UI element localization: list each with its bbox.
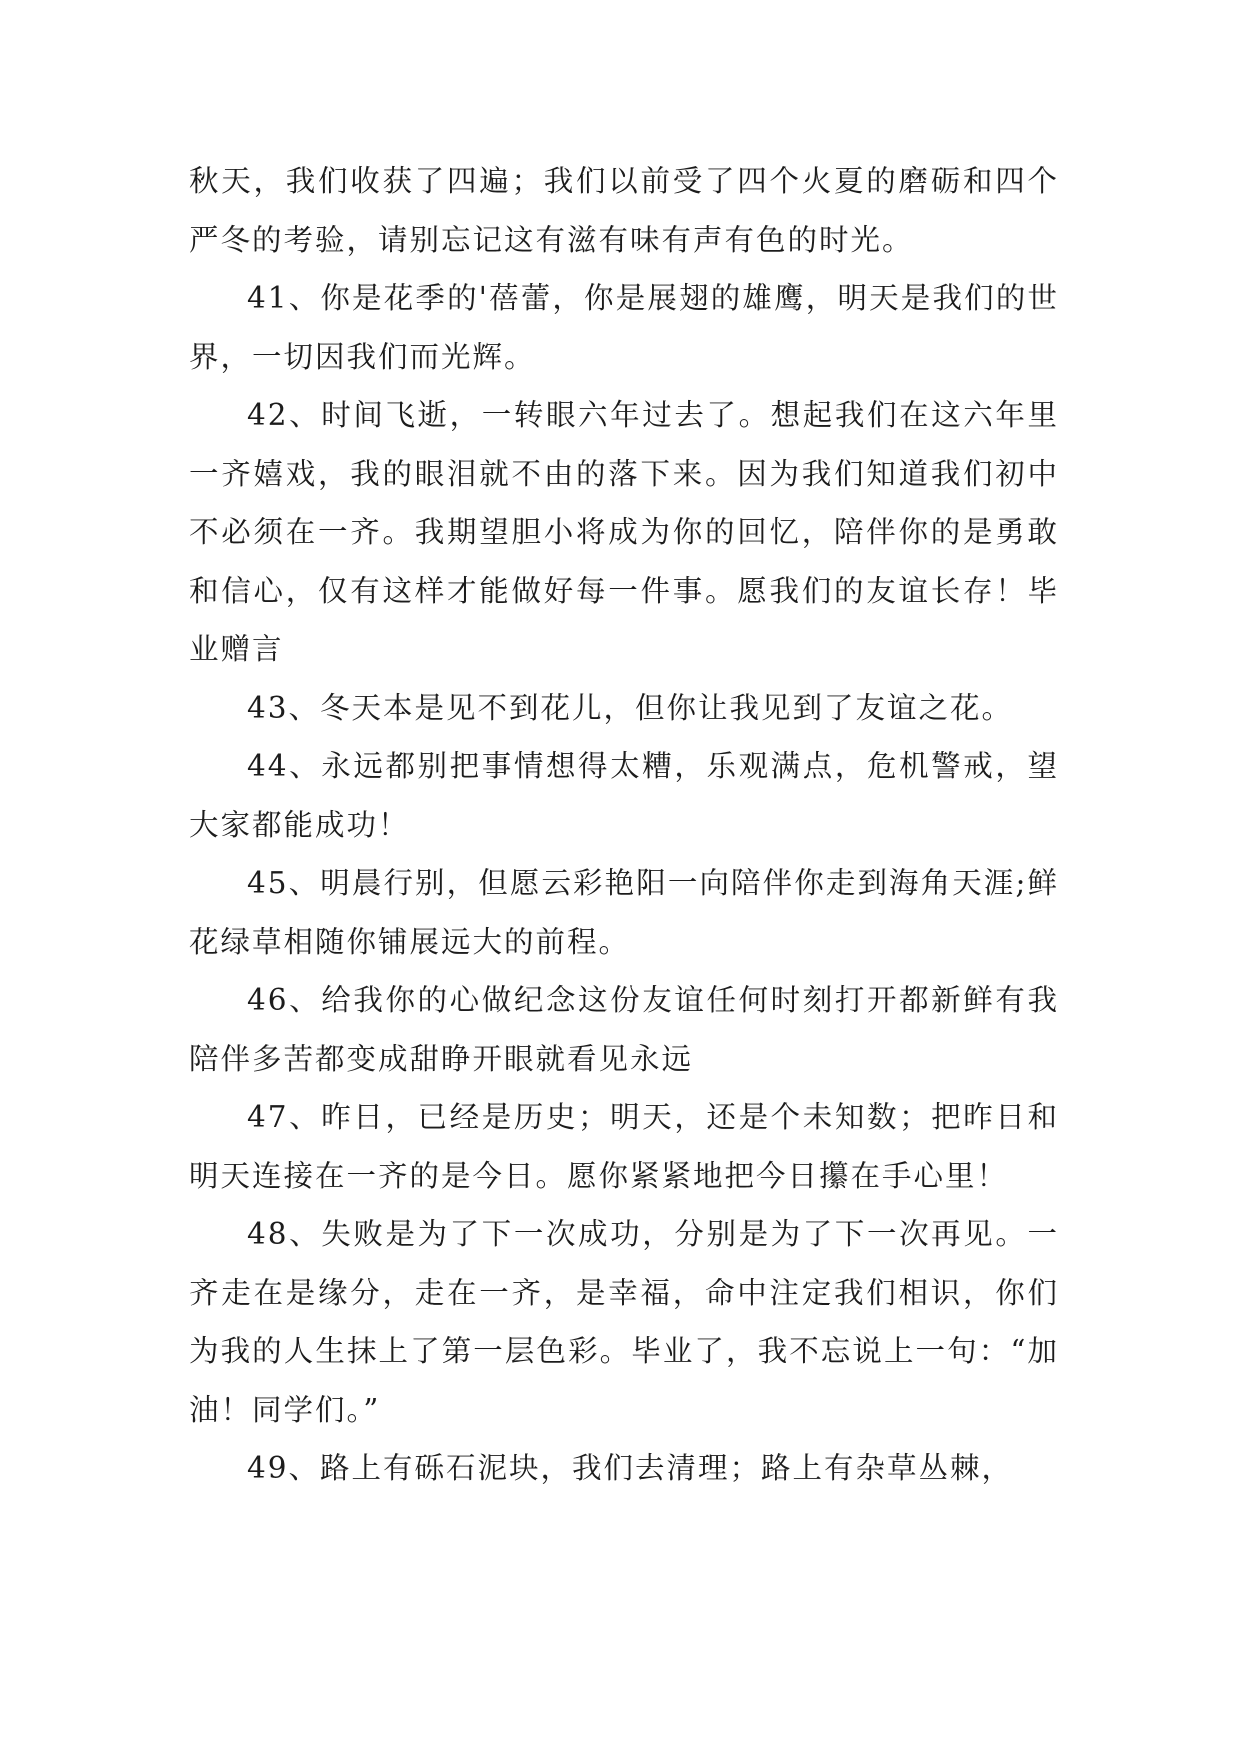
paragraph-43: 43、冬天本是见不到花儿，但你让我见到了友谊之花。 — [247, 690, 1014, 725]
paragraph-41: 41、你是花季的'蓓蕾，你是展翅的雄鹰，明天是我们的世界，一切因我们而光辉。 — [189, 281, 1059, 374]
paragraph-42: 42、时间飞逝，一转眼六年过去了。想起我们在这六年里一齐嬉戏，我的眼泪就不由的落下来。因为我们知道我们初中不必须在一齐。我期望胆小将成为你的回忆，陪伴你的是勇敢和信心，仅有这样才能做好每一件事。愿我们的友谊长存！毕业赠言 — [189, 398, 1059, 666]
paragraph-49: 49、路上有砾石泥块，我们去清理；路上有杂草丛棘， — [247, 1451, 1014, 1485]
document-body — [189, 152, 1059, 1498]
paragraph-46: 46、给我你的心做纪念这份友谊任何时刻打开都新鲜有我陪伴多苦都变成甜睁开眼就看见永远 — [189, 983, 1059, 1076]
paragraph-continuation: 秋天，我们收获了四遍；我们以前受了四个火夏的磨砺和四个严冬的考验，请别忘记这有滋有味有声有色的时光。 — [189, 164, 1059, 257]
paragraph-45: 45、明晨行别，但愿云彩艳阳一向陪伴你走到海角天涯;鲜花绿草相随你铺展远大的前程。 — [189, 866, 1059, 959]
paragraph-44: 44、永远都别把事情想得太糟，乐观满点，危机警戒，望大家都能成功！ — [189, 749, 1059, 842]
paragraph-47: 47、昨日，已经是历史；明天，还是个未知数；把昨日和明天连接在一齐的是今日。愿你紧紧地把今日攥在手心里！ — [189, 1100, 1059, 1193]
paragraph-48: 48、失败是为了下一次成功，分别是为了下一次再见。一齐走在是缘分，走在一齐，是幸福，命中注定我们相识，你们为我的人生抹上了第一层色彩。毕业了，我不忘说上一句：“加油！同学们。” — [189, 1217, 1059, 1427]
